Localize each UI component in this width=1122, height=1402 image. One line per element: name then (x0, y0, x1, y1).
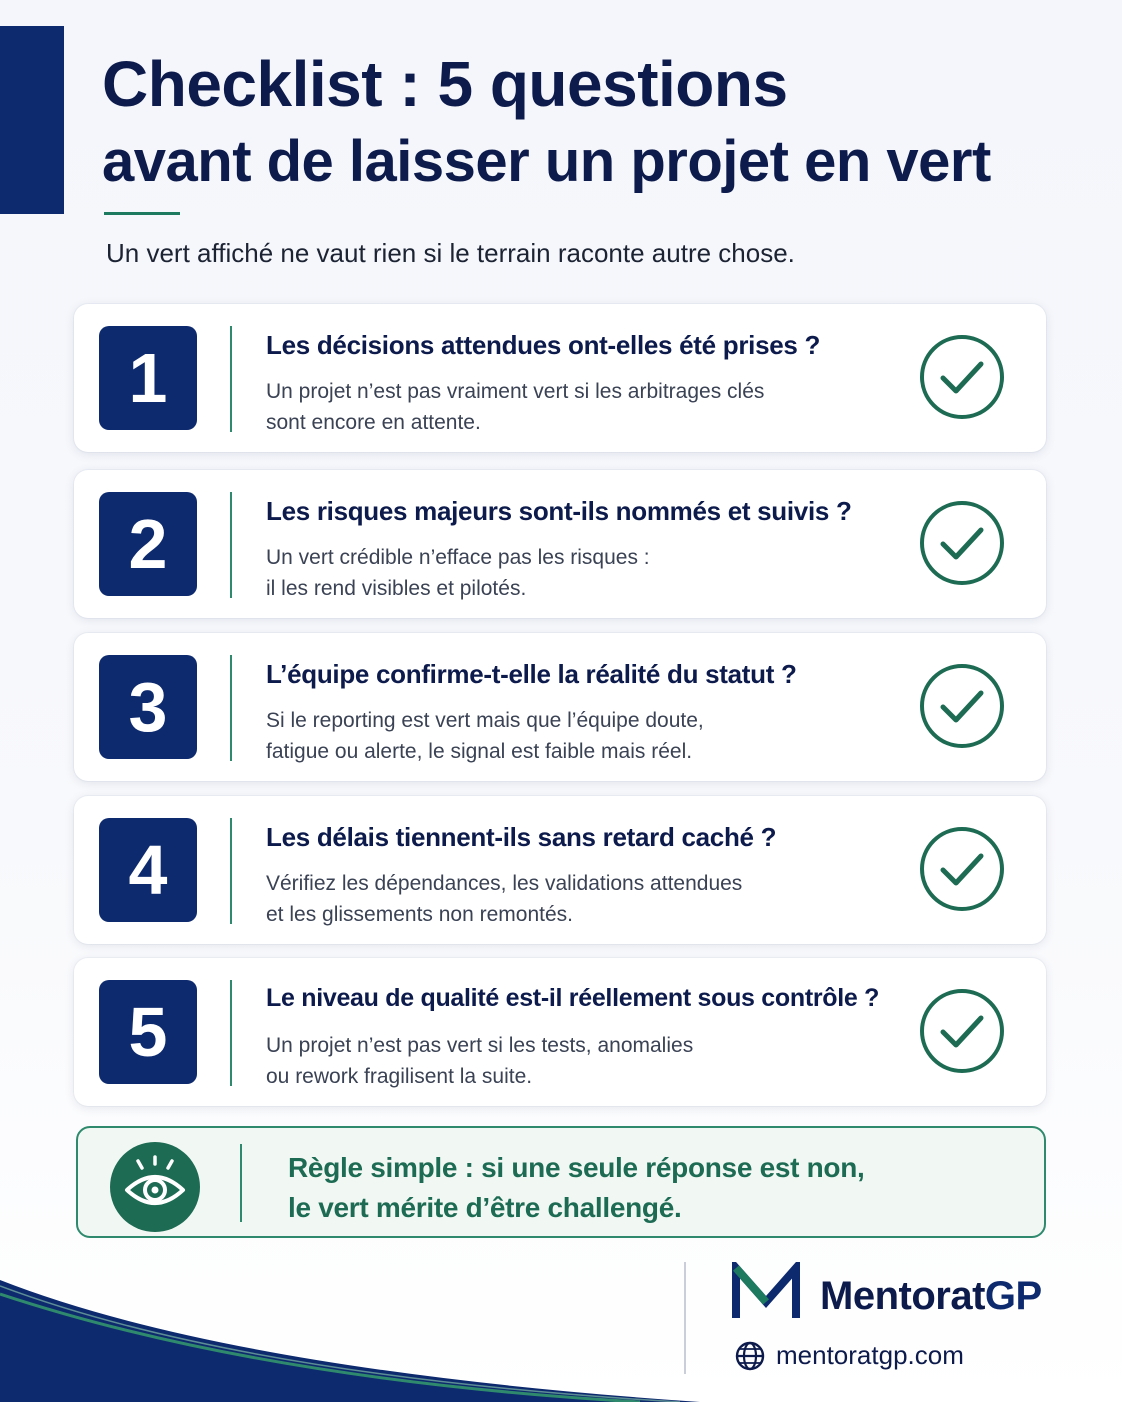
website-link[interactable]: mentoratgp.com (776, 1340, 964, 1370)
item-divider (230, 655, 232, 761)
item-question: L’équipe confirme-t-elle la réalité du statut ? (266, 659, 797, 689)
brand-main: Mentorat (820, 1274, 985, 1318)
decorative-swoosh (0, 1280, 700, 1402)
item-question: Les risques majeurs sont-ils nommés et suivis ? (266, 496, 852, 526)
item-number-badge: 2 (99, 492, 197, 596)
item-description (266, 376, 886, 438)
rule-divider (240, 1144, 242, 1222)
globe-icon (734, 1340, 766, 1372)
accent-bar (0, 26, 64, 214)
title-line-1: Checklist : 5 questions (102, 48, 788, 120)
title-underline (104, 212, 180, 215)
footer-divider (684, 1262, 686, 1374)
item-question: Le niveau de qualité est-il réellement sous contrôle ? (266, 984, 880, 1012)
item-number-badge: 1 (99, 326, 197, 430)
title-line-2: avant de laisser un projet en vert (102, 129, 991, 194)
rule-text-line: Règle simple : si une seule réponse est non, (288, 1152, 865, 1183)
item-description-line: et les glissements non remontés. (266, 903, 573, 926)
item-description (266, 705, 886, 767)
item-description-line: Vérifiez les dépendances, les validations attendues (266, 872, 743, 895)
item-divider (230, 492, 232, 598)
check-circle-icon (918, 499, 1006, 587)
item-divider (230, 326, 232, 432)
item-description-line: il les rend visibles et pilotés. (266, 577, 527, 600)
item-description-line: Un projet n’est pas vert si les tests, anomalies (266, 1034, 694, 1057)
subtitle: Un vert affiché ne vaut rien si le terrain raconte autre chose. (106, 238, 795, 268)
item-description (266, 868, 886, 930)
item-number-badge: 3 (99, 655, 197, 759)
brand-name (820, 1274, 1042, 1319)
item-description-line: sont encore en attente. (266, 411, 481, 434)
checklist-item-4 (74, 796, 1046, 944)
check-circle-icon (918, 333, 1006, 421)
item-divider (230, 818, 232, 924)
eye-icon (110, 1142, 200, 1232)
checklist-item-1 (74, 304, 1046, 452)
checklist-item-2 (74, 470, 1046, 618)
item-question: Les décisions attendues ont-elles été prises ? (266, 330, 821, 360)
rule-callout (76, 1126, 1046, 1238)
item-number-badge: 5 (99, 980, 197, 1084)
item-divider (230, 980, 232, 1086)
item-number-badge: 4 (99, 818, 197, 922)
item-description-line: fatigue ou alerte, le signal est faible mais réel. (266, 740, 693, 763)
rule-text (288, 1148, 865, 1228)
checklist-item-5 (74, 958, 1046, 1106)
item-description-line: ou rework fragilisent la suite. (266, 1065, 533, 1088)
mentoratgp-logo-icon (730, 1262, 802, 1322)
item-question: Les délais tiennent-ils sans retard caché ? (266, 822, 777, 852)
check-circle-icon (918, 662, 1006, 750)
item-description-line: Un projet n’est pas vraiment vert si les arbitrages clés (266, 380, 765, 403)
item-description (266, 1030, 886, 1092)
check-circle-icon (918, 987, 1006, 1075)
rule-text-line: le vert mérite d’être challengé. (288, 1192, 682, 1223)
item-description-line: Un vert crédible n’efface pas les risques : (266, 546, 650, 569)
item-description-line: Si le reporting est vert mais que l’équipe doute, (266, 709, 704, 732)
checklist-item-3 (74, 633, 1046, 781)
item-description (266, 542, 886, 604)
check-circle-icon (918, 825, 1006, 913)
brand-accent: GP (984, 1274, 1042, 1318)
page-title (102, 44, 991, 200)
